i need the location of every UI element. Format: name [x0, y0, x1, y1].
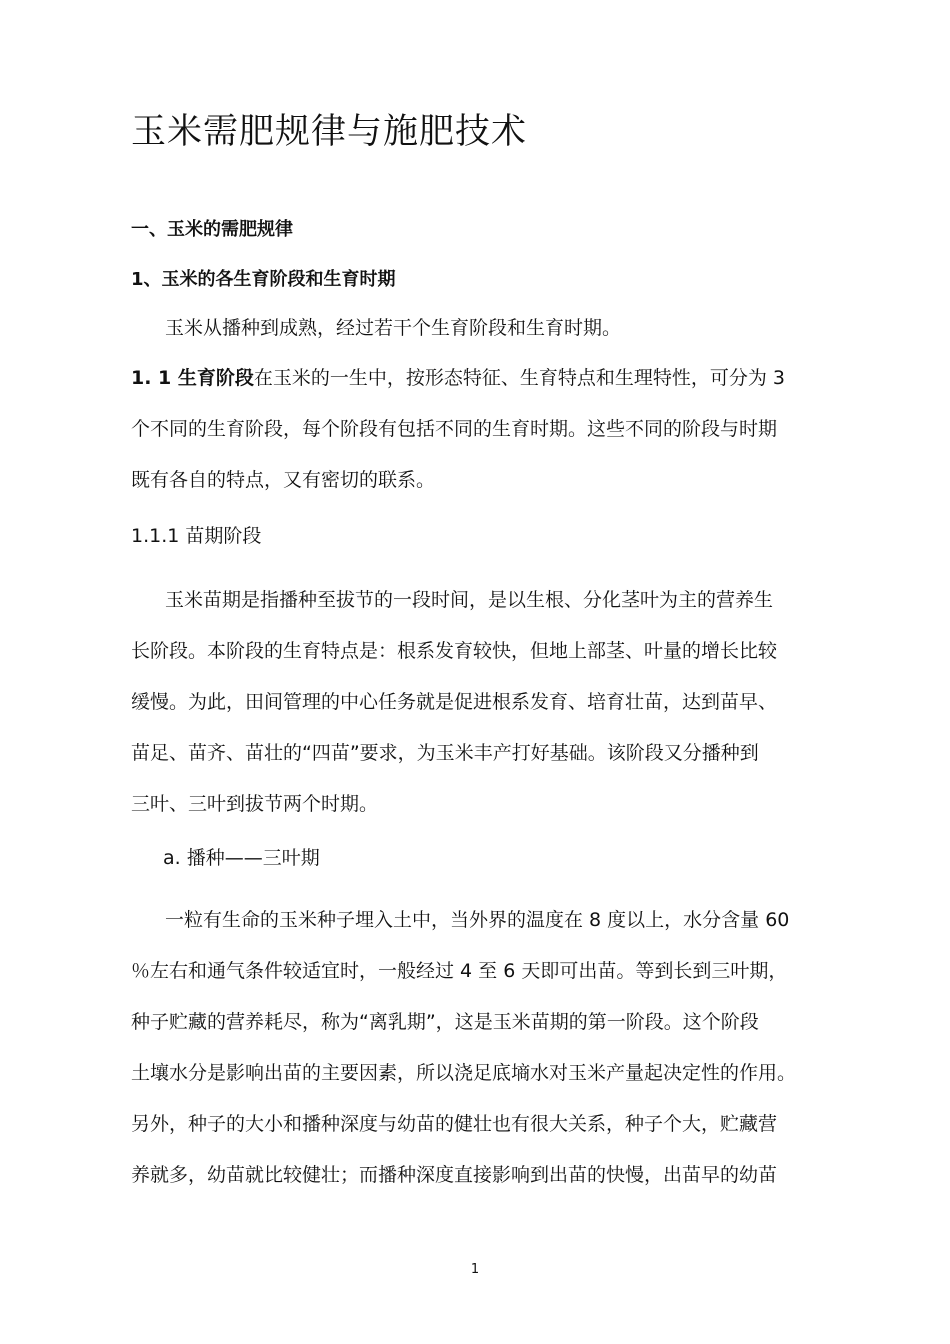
paragraph-line: 长阶段。本阶段的生育特点是：根系发育较快，但地上部茎、叶量的增长比较 — [131, 640, 778, 662]
paragraph-line: 另外，种子的大小和播种深度与幼苗的健壮也有很大关系，种子个大，贮藏营 — [131, 1113, 778, 1135]
intro-paragraph — [131, 303, 836, 354]
paragraph-line: 玉米苗期是指播种至拔节的一段时间，是以生根、分化茎叶为主的营养生 — [165, 589, 774, 611]
paragraph-text: 在玉米的一生中，按形态特征、生育特点和生理特性，可分为 3 — [253, 367, 786, 389]
subsection-a-heading: a. 播种——三叶期 — [163, 847, 320, 869]
growth-stage-paragraph — [131, 353, 836, 506]
paragraph-line: 个不同的生育阶段，每个阶段有包括不同的生育时期。这些不同的阶段与时期 — [131, 418, 778, 440]
paragraph-line: 玉米从播种到成熟，经过若干个生育阶段和生育时期。 — [165, 317, 622, 339]
paragraph-line: 土壤水分是影响出苗的主要因素，所以浇足底墒水对玉米产量起决定性的作用。 — [131, 1062, 797, 1084]
paragraph-line: 苗足、苗齐、苗壮的“四苗”要求，为玉米丰产打好基础。该阶段又分播种到 — [131, 742, 759, 764]
document-title: 玉米需肥规律与施肥技术 — [131, 112, 528, 152]
page-number: 1 — [470, 1262, 480, 1277]
subsection-1-1-1-heading: 1.1.1 苗期阶段 — [131, 525, 262, 547]
paragraph-line: 养就多，幼苗就比较健壮；而播种深度直接影响到出苗的快慢，出苗早的幼苗 — [131, 1164, 778, 1186]
paragraph-line: 既有各自的特点，又有密切的联系。 — [131, 469, 436, 491]
paragraph-line — [131, 353, 836, 404]
section-heading: 一、玉米的需肥规律 — [131, 219, 293, 240]
paragraph-line: 三叶、三叶到拔节两个时期。 — [131, 793, 379, 815]
paragraph-line: 种子贮藏的营养耗尽，称为“离乳期”，这是玉米苗期的第一阶段。这个阶段 — [131, 1011, 759, 1033]
seedling-stage-paragraph — [131, 575, 836, 830]
paragraph-line: 一粒有生命的玉米种子埋入土中，当外界的温度在 8 度以上，水分含量 60 — [165, 909, 790, 931]
sowing-trifoliate-paragraph — [131, 895, 836, 1201]
growth-stage-label: 1. 1 生育阶段 — [131, 367, 254, 389]
paragraph-line: 缓慢。为此，田间管理的中心任务就是促进根系发育、培育壮苗，达到苗早、 — [131, 691, 778, 713]
subsection-heading: 1、玉米的各生育阶段和生育时期 — [131, 269, 396, 290]
paragraph-line: ％左右和通气条件较适宜时，一般经过 4 至 6 天即可出苗。等到长到三叶期， — [131, 960, 788, 982]
